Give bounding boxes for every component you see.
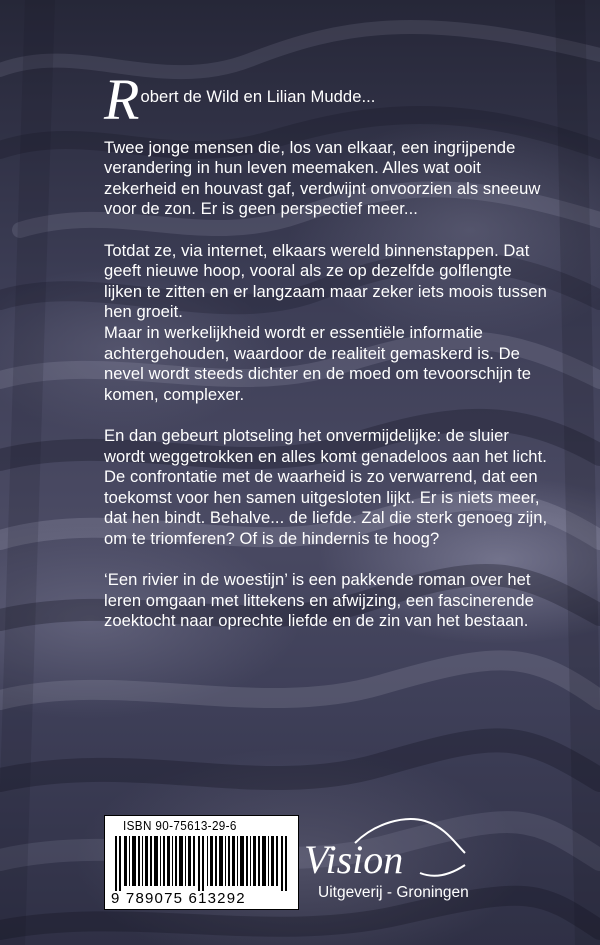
vision-logo-text: Vision	[304, 837, 404, 882]
isbn-barcode-box	[104, 815, 299, 910]
ean-number: 9 789075 613292	[111, 890, 246, 907]
publisher-name: Uitgeverij - Groningen	[318, 884, 469, 901]
isbn-label: ISBN 90-75613-29-6	[123, 818, 237, 833]
blurb-paragraph-6: ‘Een rivier in de woestijn’ is een pakkende roman over het leren omgaan met littekens en afwijzing, een fascinerende zoektocht naar oprechte liefde en de zin van het bestaan.	[104, 570, 534, 631]
blurb-paragraph-5: De confrontatie met de waarheid is zo verwarrend, dat een toekomst voor hen samen uitgesloten lijkt. Er is niets meer, dat hen bindt. Behalve... de liefde. Zal die sterk genoeg zijn, om te triomferen? Of is de hindernis te hoog?	[104, 467, 548, 548]
intro-text: obert de Wild en Lilian Mudde...	[140, 87, 376, 106]
barcode-icon	[115, 836, 290, 891]
blurb-paragraph-2: Totdat ze, via internet, elkaars wereld binnenstappen. Dat geeft nieuwe hoop, vooral als ze op dezelfde golflengte lijken te zitten en er langzaam maar zeker iets moois tussen hen groeit.	[104, 240, 547, 322]
blurb-paragraph-3: Maar in werkelijkheid wordt er essentiële informatie achtergehouden, waardoor de realiteit gemaskerd is. De nevel wordt steeds dichter en de moed om tevoorschijn te komen, complexer.	[104, 322, 532, 404]
drop-cap: R	[104, 67, 140, 132]
blurb	[104, 67, 554, 652]
intro-paragraph	[104, 67, 554, 132]
publisher-block	[300, 815, 500, 915]
vision-logo-icon	[300, 815, 500, 885]
blurb-paragraph-1: Twee jonge mensen die, los van elkaar, een ingrijpende verandering in hun leven meemaken. Alles wat ooit zekerheid en houvast gaf, verdwijnt onvoorzien als sneeuw voor de zon. Er is geen perspectief meer...	[104, 137, 541, 219]
blurb-paragraph-4: En dan gebeurt plotseling het onvermijdelijke: de sluier wordt weggetrokken en alles komt genadeloos aan het licht.	[104, 425, 547, 466]
